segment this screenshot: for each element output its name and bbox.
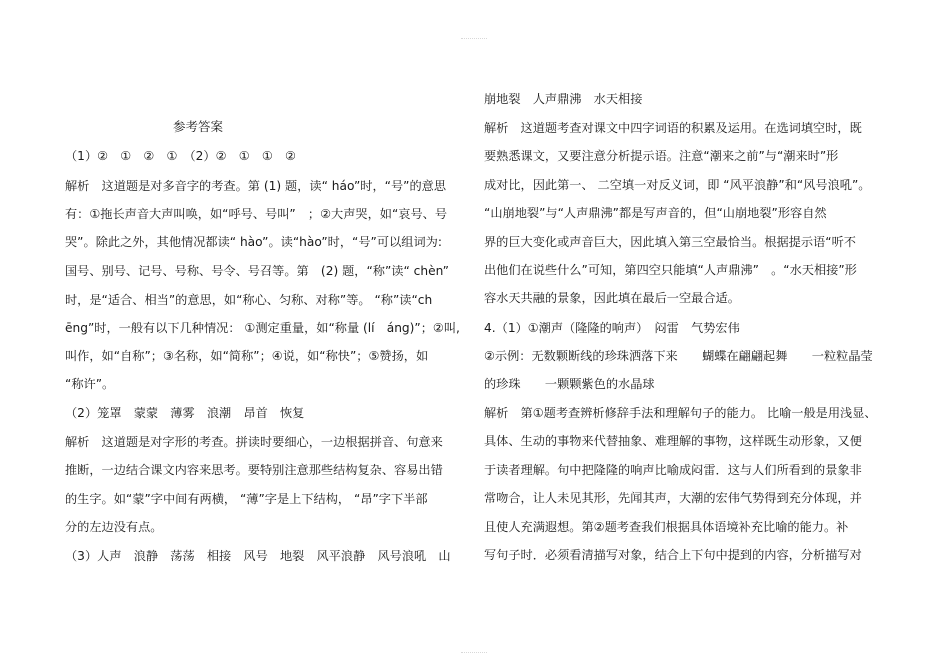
left-line: 国号、别号、记号、号称、号令、号召等。第 (2) 题，“称”读“ chèn” xyxy=(65,264,449,278)
right-line: 崩地裂 人声鼎沸 水天相接 xyxy=(484,92,643,106)
left-line: （3）人声 浪静 荡荡 相接 风号 地裂 风平浪静 风号浪吼 山 xyxy=(65,549,451,563)
left-line: 的生字。如“蒙”字中间有两横， “薄”字是上下结构， “昂”字下半部 xyxy=(65,492,428,506)
left-line: 哭”。除此之外，其他情况都读“ hào”。读“hào”时，“号”可以组词为: xyxy=(65,235,442,249)
left-line: 解析 这道题是对字形的考查。拼读时要细心，一边根据拼音、句意来 xyxy=(65,435,443,449)
right-line: 解析 这道题考查对课文中四字词语的积累及运用。在选词填空时，既 xyxy=(484,121,862,135)
right-line: 具体、生动的事物来代替抽象、难理解的事物，这样既生动形象，又便 xyxy=(484,434,862,448)
right-line: 4.（1）①潮声（隆隆的响声） 闷雷 气势宏伟 xyxy=(484,321,740,335)
right-line: “山崩地裂”与“人声鼎沸”都是写声音的，但“山崩地裂”形容自然 xyxy=(484,206,827,220)
left-line: （1）② ① ② ① （2）② ① ① ② xyxy=(65,149,296,163)
right-line: 成对比，因此第一、 二空填一对反义词，即 “风平浪静”和“风号浪吼”。 xyxy=(484,178,871,192)
left-line: 时，是“适合、相当”的意思，如“称心、匀称、对称”等。 “称”读“ch xyxy=(65,293,433,307)
right-line: 解析 第①题考查辨析修辞手法和理解句子的能力。 比喻一般是用浅显、 xyxy=(484,406,877,420)
left-line: 分的左边没有点。 xyxy=(65,520,163,534)
right-line: 的珍珠 一颗颗紫色的水晶球 xyxy=(484,377,655,391)
right-line: 界的巨大变化或声音巨大，因此填入第三空最恰当。根据提示语“听不 xyxy=(484,235,856,249)
right-line: ②示例：无数颗断线的珍珠洒落下来 蝴蝶在翩翩起舞 一粒粒晶莹 xyxy=(484,349,873,363)
right-line: 容水天共融的景象，因此填在最后一空最合适。 xyxy=(484,291,740,305)
right-line: 且使人充满遐想。第②题考查我们根据具体语境补充比喻的能力。补 xyxy=(484,520,849,534)
left-line: 有：①拖长声音大声叫唤，如“呼号、号叫” ；②大声哭，如“哀号、号 xyxy=(65,207,448,221)
left-line: 叫作，如“自称”；③名称，如“简称”；④说，如“称快”；⑤赞扬，如 xyxy=(65,349,429,363)
right-line: 要熟悉课文，又要注意分析提示语。注意“潮来之前”与“潮来时”形 xyxy=(484,149,839,163)
answer-title: 参考答案 xyxy=(173,119,224,134)
left-line: “称许”。 xyxy=(65,377,115,391)
left-line: ēng”时，一般有以下几种情况： ①测定重量，如“称量 (lí áng)”；②叫, xyxy=(65,321,460,335)
right-line: 常吻合，让人未见其形，先闻其声，大潮的宏伟气势得到充分体现，并 xyxy=(484,491,862,505)
right-line: 出他们在说些什么”可知，第四空只能填“人声鼎沸” 。“水天相接”形 xyxy=(484,263,857,277)
page-margin-mark-top xyxy=(461,38,487,39)
right-line: 于读者理解。句中把隆隆的响声比喻成闷雷．这与人们所看到的景象非 xyxy=(484,463,862,477)
right-line: 写句子时．必须看清描写对象，结合上下句中提到的内容，分析描写对 xyxy=(484,548,862,562)
page-margin-mark-bottom xyxy=(461,652,487,653)
left-line: （2）笼罩 蒙蒙 薄雾 浪潮 昂首 恢复 xyxy=(65,406,305,420)
left-line: 推断，一边结合课文内容来思考。要特别注意那些结构复杂、容易出错 xyxy=(65,463,443,477)
left-line: 解析 这道题是对多音字的考查。第 (1) 题，读“ háo”时，“号”的意思 xyxy=(65,179,447,193)
